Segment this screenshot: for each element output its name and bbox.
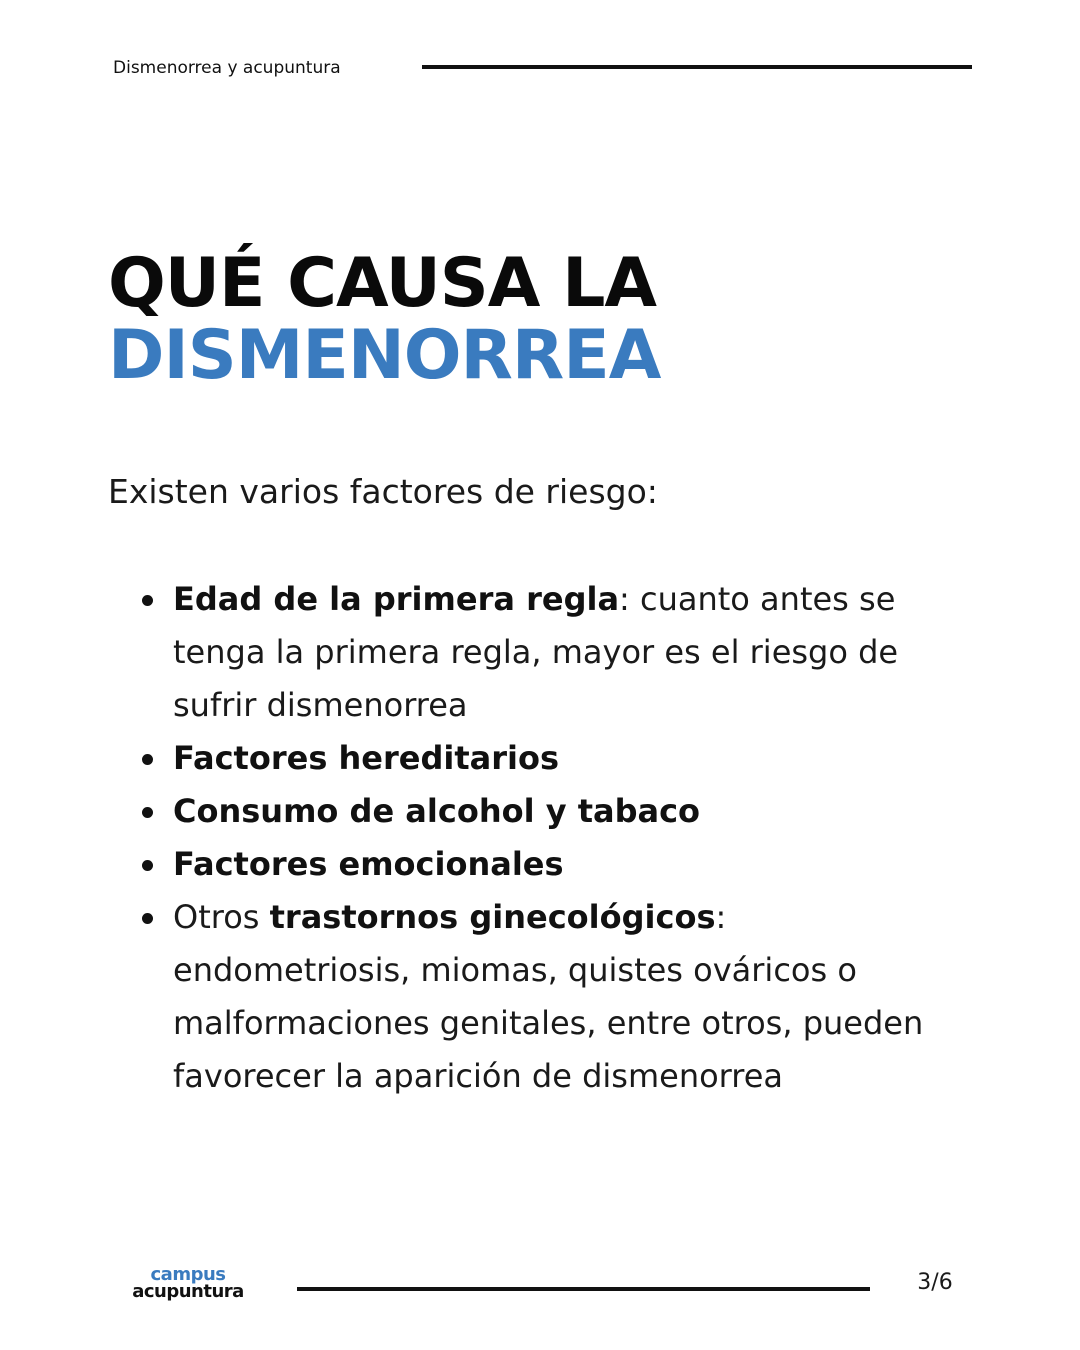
item-bold-text: Consumo de alcohol y tabaco bbox=[173, 792, 701, 830]
list-item bbox=[173, 732, 943, 785]
bullet-icon bbox=[142, 754, 153, 765]
item-bold-text: Edad de la primera regla bbox=[173, 580, 620, 618]
item-bold-text: Factores emocionales bbox=[173, 845, 564, 883]
logo-word-bottom: acupuntura bbox=[132, 1281, 244, 1302]
page-number: 3/6 bbox=[917, 1270, 953, 1295]
bullet-icon bbox=[142, 913, 153, 924]
bullet-icon bbox=[142, 807, 153, 818]
title-line-1: QUÉ CAUSA LA bbox=[108, 244, 657, 323]
header-divider bbox=[422, 65, 972, 69]
list-item bbox=[173, 785, 943, 838]
item-rest-text: : endometriosis, miomas, quistes ováricos o malformaciones genitales, entre otros, pueden favorecer la aparición de dismenorrea bbox=[173, 898, 924, 1095]
title-line-2-accent: DISMENORREA bbox=[108, 316, 661, 395]
item-rest-text: : cuanto antes se tenga la primera regla, mayor es el riesgo de sufrir dismenorrea bbox=[173, 580, 899, 724]
list-item bbox=[173, 891, 943, 1103]
list-item bbox=[173, 573, 943, 732]
item-bold-text: trastornos ginecológicos bbox=[269, 898, 716, 936]
campus-acupuntura-logo bbox=[128, 1266, 248, 1300]
bullet-icon bbox=[142, 860, 153, 871]
list-item bbox=[173, 838, 943, 891]
intro-text: Existen varios factores de riesgo: bbox=[108, 472, 658, 511]
header-label: Dismenorrea y acupuntura bbox=[113, 58, 341, 78]
risk-factor-list bbox=[173, 573, 943, 1103]
item-bold-text: Factores hereditarios bbox=[173, 739, 560, 777]
logo-word-top: campus bbox=[150, 1264, 226, 1285]
page-title bbox=[108, 244, 661, 395]
bullet-icon bbox=[142, 595, 153, 606]
item-prefix: Otros bbox=[173, 898, 270, 936]
footer-divider bbox=[297, 1287, 870, 1291]
